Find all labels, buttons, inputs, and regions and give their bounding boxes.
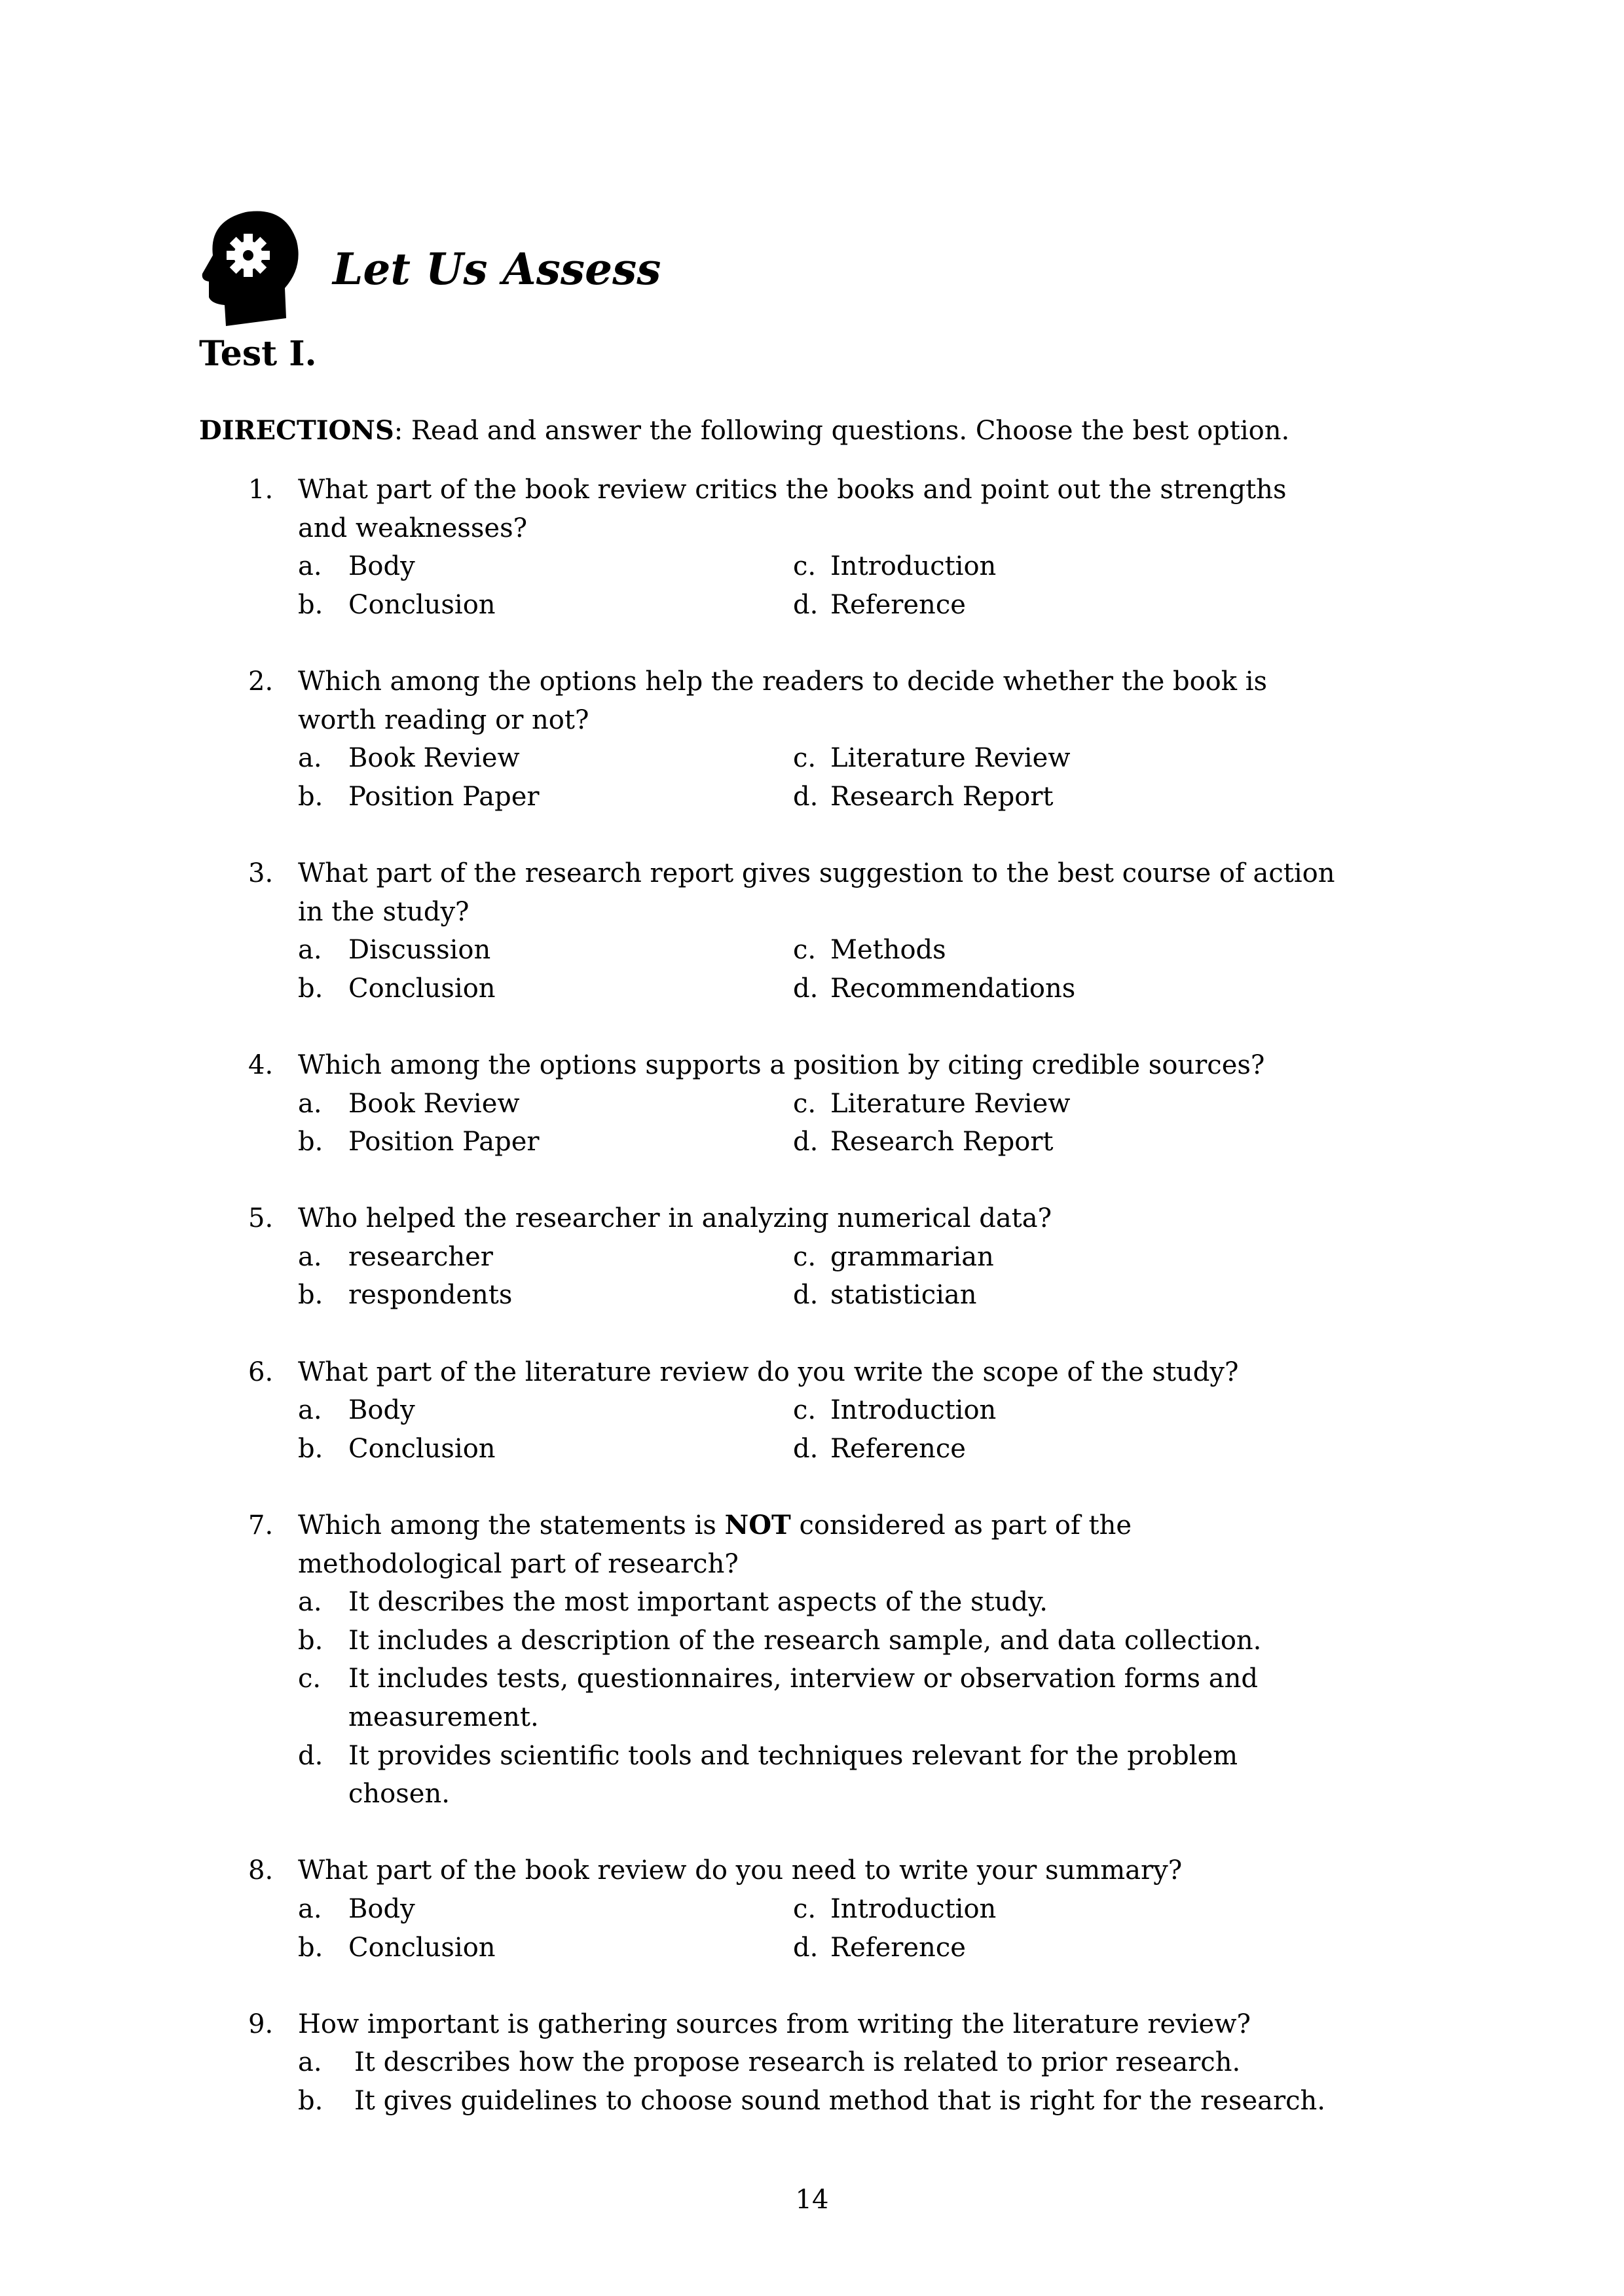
option-text: respondents: [348, 1280, 513, 1311]
question-list: [0, 471, 1624, 2159]
option-letter: a.: [298, 1088, 322, 1119]
option-row: [0, 586, 1624, 625]
option-a: [0, 1583, 1624, 1622]
option-letter: d.: [793, 1280, 819, 1311]
option-text: Introduction: [830, 1893, 997, 1924]
test-heading: Test I.: [199, 334, 317, 374]
option-letter: b.: [298, 2085, 323, 2116]
option-row: [0, 1430, 1624, 1468]
option-text: Recommendations: [830, 973, 1076, 1004]
option-text: It includes tests, questionnaires, interview or observation forms and: [348, 1664, 1258, 1694]
question-text-line: What part of the book review critics the books and point out the strengths: [298, 475, 1287, 505]
question-number: 4.: [248, 1049, 274, 1080]
directions: [199, 412, 1289, 450]
answer-options: [0, 1890, 1624, 1967]
option-text: Research Report: [830, 781, 1054, 812]
option-letter: a.: [298, 2047, 322, 2078]
option-letter: b.: [298, 973, 323, 1004]
question-number: 3.: [248, 858, 274, 888]
option-text: Conclusion: [348, 1932, 496, 1963]
option-letter: d.: [793, 1433, 819, 1464]
option-letter: b.: [298, 1433, 323, 1464]
question-text: Which among the statements is: [298, 1510, 725, 1541]
option-row: [0, 931, 1624, 970]
option-text: Conclusion: [348, 589, 496, 620]
option-text: Body: [348, 1395, 415, 1426]
option-text: Research Report: [830, 1127, 1054, 1157]
question-number: 1.: [248, 475, 274, 505]
option-letter: c.: [793, 935, 817, 966]
option-letter: d.: [793, 1127, 819, 1157]
option-text: Position Paper: [348, 781, 540, 812]
question-text-line: in the study?: [298, 896, 470, 927]
option-row: [0, 1085, 1624, 1123]
question-number: 7.: [248, 1510, 274, 1541]
question-item: [0, 2005, 1624, 2121]
option-text: Discussion: [348, 935, 491, 966]
answer-options: [0, 739, 1624, 816]
directions-text: Read and answer the following questions. Choose the best option.: [403, 416, 1290, 446]
option-letter: c.: [793, 743, 817, 774]
option-letter: b.: [298, 1932, 323, 1963]
head-gear-icon: [200, 208, 311, 333]
option-row: [0, 970, 1624, 1008]
question-number: 2.: [248, 666, 274, 697]
option-letter: a.: [298, 743, 322, 774]
option-row: [0, 739, 1624, 778]
option-text: researcher: [348, 1241, 493, 1272]
answer-options: [0, 2043, 1624, 2120]
directions-sep: :: [394, 416, 403, 446]
option-letter: b.: [298, 1127, 323, 1157]
option-d: [0, 1737, 1624, 1776]
directions-label: DIRECTIONS: [199, 415, 394, 446]
option-letter: d.: [793, 781, 819, 812]
question-item: [0, 663, 1624, 816]
question-item: [0, 471, 1624, 624]
option-row: [0, 1238, 1624, 1277]
question-item: [0, 1506, 1624, 1813]
option-letter: a.: [298, 1893, 322, 1924]
option-text: Literature Review: [830, 1088, 1071, 1119]
option-row: [0, 547, 1624, 586]
option-letter: c.: [793, 1893, 817, 1924]
option-text: Reference: [830, 1433, 966, 1464]
option-letter: d.: [793, 973, 819, 1004]
question-text-line: methodological part of research?: [298, 1548, 739, 1579]
question-item: [0, 1851, 1624, 1967]
option-letter: d.: [298, 1740, 323, 1771]
option-letter: c.: [298, 1664, 322, 1694]
question-item: [0, 854, 1624, 1008]
option-b: [0, 1622, 1624, 1660]
option-row: [0, 1890, 1624, 1929]
option-text: Reference: [830, 589, 966, 620]
option-text: Book Review: [348, 743, 520, 774]
question-text-line: What part of the literature review do you write the scope of the study?: [298, 1357, 1239, 1387]
option-c: [0, 1698, 1624, 1737]
option-text: measurement.: [348, 1702, 539, 1732]
option-row: [0, 778, 1624, 816]
option-text: statistician: [830, 1280, 977, 1311]
option-text: Position Paper: [348, 1127, 540, 1157]
answer-options: [0, 1583, 1624, 1813]
question-number: 8.: [248, 1855, 274, 1886]
answer-options: [0, 1238, 1624, 1315]
question-text-line: What part of the book review do you need to write your summary?: [298, 1855, 1183, 1886]
answer-options: [0, 547, 1624, 624]
option-letter: c.: [793, 1395, 817, 1426]
option-letter: b.: [298, 1280, 323, 1311]
question-text-line: Who helped the researcher in analyzing numerical data?: [298, 1203, 1052, 1234]
option-text: Introduction: [830, 551, 997, 582]
option-text: Body: [348, 551, 415, 582]
question-text-line: Which among the options supports a position by citing credible sources?: [298, 1049, 1265, 1080]
question-text-line: [0, 1506, 1624, 1545]
answer-options: [0, 1085, 1624, 1161]
option-b: [0, 2082, 1624, 2121]
section-title: Let Us Assess: [333, 244, 661, 295]
option-letter: a.: [298, 935, 322, 966]
option-letter: a.: [298, 551, 322, 582]
option-text: Introduction: [830, 1395, 997, 1426]
option-text: Literature Review: [830, 743, 1071, 774]
question-number: 5.: [248, 1203, 274, 1234]
question-text: considered as part of the: [790, 1510, 1132, 1541]
option-letter: d.: [793, 589, 819, 620]
option-letter: b.: [298, 781, 323, 812]
question-item: [0, 1353, 1624, 1468]
option-letter: a.: [298, 1587, 322, 1618]
option-c: [0, 1660, 1624, 1698]
answer-options: [0, 1391, 1624, 1468]
question-text-line: What part of the research report gives suggestion to the best course of action: [298, 858, 1335, 888]
option-letter: a.: [298, 1395, 322, 1426]
option-text: Conclusion: [348, 973, 496, 1004]
option-text: Conclusion: [348, 1433, 496, 1464]
option-text: It includes a description of the research sample, and data collection.: [348, 1625, 1262, 1656]
option-letter: c.: [793, 1088, 817, 1119]
option-row: [0, 1391, 1624, 1430]
option-text: It gives guidelines to choose sound method that is right for the research.: [354, 2085, 1325, 2116]
answer-options: [0, 931, 1624, 1008]
emphasis-text: NOT: [724, 1510, 791, 1541]
option-letter: a.: [298, 1241, 322, 1272]
question-text-line: Which among the options help the readers to decide whether the book is: [298, 666, 1268, 697]
option-row: [0, 1929, 1624, 1967]
option-letter: b.: [298, 1625, 323, 1656]
question-item: [0, 1046, 1624, 1161]
option-letter: b.: [298, 589, 323, 620]
option-letter: c.: [793, 551, 817, 582]
option-letter: d.: [793, 1932, 819, 1963]
question-text-line: How important is gathering sources from writing the literature review?: [298, 2009, 1251, 2039]
option-row: [0, 1276, 1624, 1315]
option-text: chosen.: [348, 1779, 450, 1810]
option-text: It describes how the propose research is related to prior research.: [354, 2047, 1241, 2078]
question-text-line: and weaknesses?: [298, 513, 528, 543]
option-text: Book Review: [348, 1088, 520, 1119]
option-text: Methods: [830, 935, 946, 966]
option-text: It describes the most important aspects of the study.: [348, 1587, 1048, 1618]
option-row: [0, 1123, 1624, 1161]
question-text-line: worth reading or not?: [298, 704, 589, 735]
question-item: [0, 1199, 1624, 1315]
option-letter: c.: [793, 1241, 817, 1272]
option-text: grammarian: [830, 1241, 994, 1272]
question-number: 9.: [248, 2009, 274, 2039]
option-text: Body: [348, 1893, 415, 1924]
page-number: 14: [795, 2185, 829, 2215]
option-text: It provides scientific tools and techniques relevant for the problem: [348, 1740, 1238, 1771]
option-d: [0, 1775, 1624, 1813]
question-number: 6.: [248, 1357, 274, 1387]
option-a: [0, 2043, 1624, 2082]
option-text: Reference: [830, 1932, 966, 1963]
